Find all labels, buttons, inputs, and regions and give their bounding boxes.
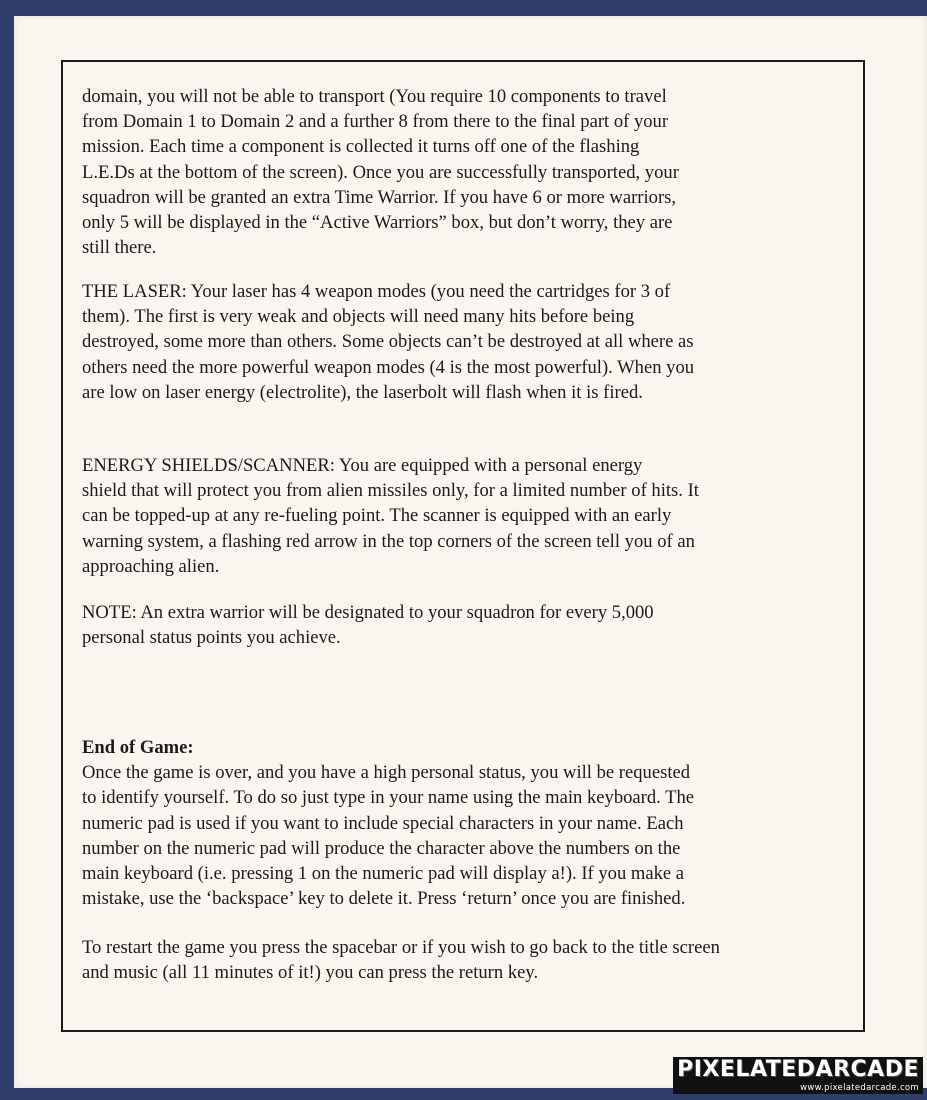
text-line: NOTE: An extra warrior will be designated to your squadron for every 5,000 <box>82 602 654 623</box>
text-line: are low on laser energy (electrolite), the laserbolt will flash when it is fired. <box>82 381 643 403</box>
text-line: ENERGY SHIELDS/SCANNER: You are equipped with a personal energy <box>82 455 643 476</box>
paragraph-restart <box>82 935 720 985</box>
text-line: approaching alien. <box>82 555 220 577</box>
text-line: to identify yourself. To do so just type in your name using the main keyboard. The <box>82 787 695 809</box>
site-watermark <box>673 1057 923 1094</box>
text-line: them). The first is very weak and objects will need many hits before being <box>82 306 635 328</box>
text-line: others need the more powerful weapon modes (4 is the most powerful). When you <box>82 356 695 378</box>
text-line: squadron will be granted an extra Time Warrior. If you have 6 or more warriors, <box>82 186 677 208</box>
paragraph-note <box>82 600 654 650</box>
text-line: mistake, use the ‘backspace’ key to delete it. Press ‘return’ once you are finished. <box>82 888 686 910</box>
text-line: THE LASER: Your laser has 4 weapon modes (you need the cartridges for 3 of <box>82 281 671 302</box>
text-line: shield that will protect you from alien missiles only, for a limited number of hits. It <box>82 480 699 502</box>
text-line: from Domain 1 to Domain 2 and a further 8 from there to the final part of your <box>82 111 669 133</box>
text-line: personal status points you achieve. <box>82 627 341 649</box>
text-line: L.E.Ds at the bottom of the screen). Once you are successfully transported, your <box>82 161 679 183</box>
text-line: domain, you will not be able to transport (You require 10 components to travel <box>82 86 667 107</box>
text-line: only 5 will be displayed in the “Active Warriors” box, but don’t worry, they are <box>82 212 673 234</box>
text-line: and music (all 11 minutes of it!) you can press the return key. <box>82 962 539 984</box>
paragraph-transport <box>82 84 679 260</box>
paragraph-shields-scanner <box>82 453 699 579</box>
watermark-logo: PIXELATEDARCADE <box>673 1057 923 1083</box>
text-line: destroyed, some more than others. Some objects can’t be destroyed at all where as <box>82 331 694 353</box>
text-line: can be topped-up at any re-fueling point. The scanner is equipped with an early <box>82 505 672 527</box>
section-end-of-game <box>82 735 694 911</box>
text-line: Once the game is over, and you have a high personal status, you will be requested <box>82 762 691 784</box>
text-line: To restart the game you press the spacebar or if you wish to go back to the title screen <box>82 937 720 958</box>
paragraph-laser <box>82 279 694 405</box>
text-line: numeric pad is used if you want to include special characters in your name. Each <box>82 812 684 834</box>
text-line: main keyboard (i.e. pressing 1 on the numeric pad will display a!). If you make a <box>82 863 685 885</box>
watermark-url: www.pixelatedarcade.com <box>673 1083 923 1094</box>
text-line: still there. <box>82 237 157 259</box>
text-line: number on the numeric pad will produce the character above the numbers on the <box>82 837 681 859</box>
text-line: mission. Each time a component is collected it turns off one of the flashing <box>82 136 640 158</box>
text-line: warning system, a flashing red arrow in the top corners of the screen tell you of an <box>82 530 695 552</box>
end-of-game-heading: End of Game: <box>82 737 194 758</box>
